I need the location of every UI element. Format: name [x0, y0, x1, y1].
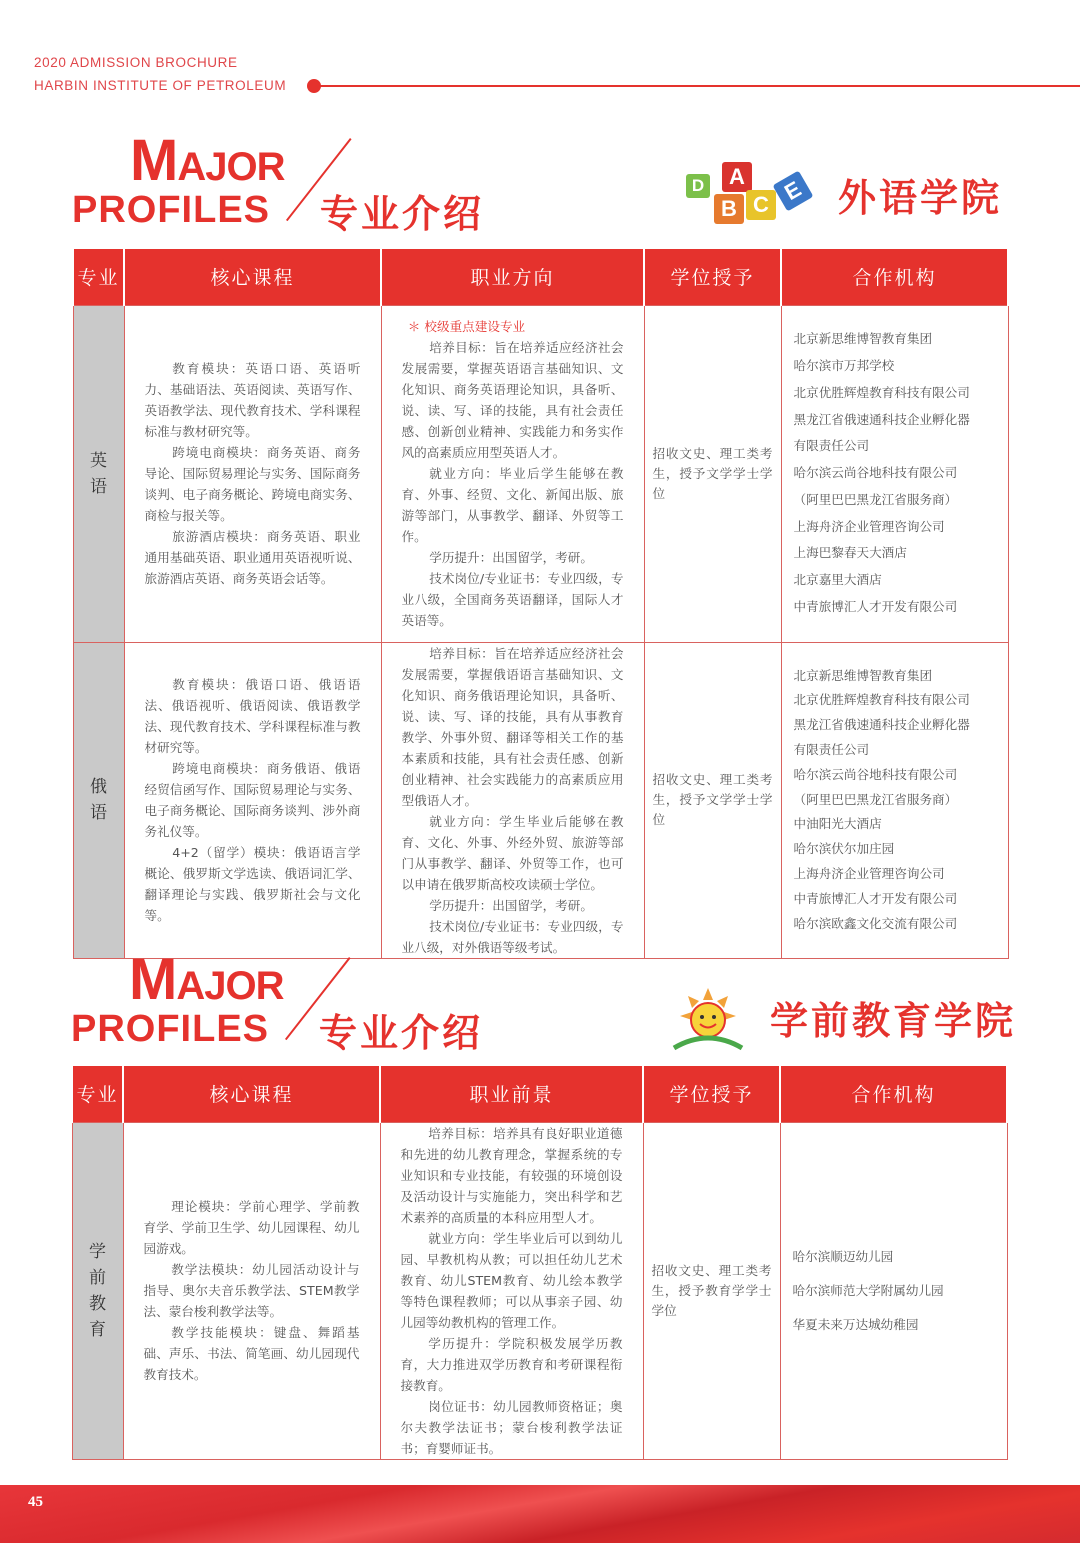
degree-cell: 招收文史、理工类考生，授予教育学学士学位 — [643, 1122, 780, 1459]
block-letter: E — [773, 171, 814, 212]
column-header: 学位授予 — [643, 1066, 780, 1122]
career-paragraph: 学历提升：出国留学，考研。 — [429, 550, 593, 565]
title-profiles: PROFILES — [71, 1008, 270, 1050]
major-name-cell — [73, 642, 124, 958]
column-header: 职业方向 — [381, 249, 644, 305]
partner-item: 北京新思维博智教育集团 — [793, 667, 933, 683]
course-module: 教学技能模块：键盘、舞蹈基础、声乐、书法、简笔画、幼儿园现代教育技术。 — [143, 1325, 360, 1382]
partners-cell — [781, 642, 1008, 958]
title-major-initial: M — [130, 128, 178, 193]
college-heading-preschool — [670, 988, 1016, 1054]
column-header: 专业 — [73, 249, 124, 305]
career-paragraph: 技术岗位/专业证书：专业四级，专业八级，全国商务英语翻译，国际人才英语等。 — [401, 571, 624, 628]
partner-item: 有限责任公司 — [793, 742, 870, 757]
core-courses-cell — [123, 1122, 380, 1459]
partner-item: 哈尔滨顺迈幼儿园 — [792, 1248, 894, 1264]
career-paragraph: 学历提升：学院积极发展学历教育，大力推进双学历教育和考研课程衔接教育。 — [400, 1335, 623, 1393]
partner-item: （阿里巴巴黑龙江省服务商） — [793, 791, 958, 807]
partner-item: 北京优胜辉煌教育科技有限公司 — [793, 692, 970, 708]
degree-cell: 招收文史、理工类考生，授予文学学士学位 — [644, 305, 781, 642]
page-number: 45 — [28, 1494, 43, 1510]
column-header: 专业 — [72, 1066, 123, 1122]
career-paragraph: 学历提升：出国留学，考研。 — [429, 897, 593, 913]
column-header: 核心课程 — [124, 249, 381, 305]
course-module: 教育模块：俄语口语、俄语语法、俄语视听、俄语阅读、俄语教学法、现代教育技术、学科课程标准与教材研究等。 — [144, 677, 361, 755]
career-paragraph: 培养目标：旨在培养适应经济社会发展需要，掌握俄语语言基础知识、文化知识、商务俄语理论知识，具备听、说、读、写、译的技能，具有从事教育教学、外事外贸、翻译等相关工作的基本素质和技能，具有社会责任感、创新创业精神、社会实践能力的高素质应用型俄语人才。 — [401, 645, 624, 808]
partner-item: 哈尔滨市万邦学校 — [793, 357, 895, 373]
college-name: 外语学院 — [838, 176, 1003, 220]
major-profiles-title — [72, 128, 512, 236]
table-row — [73, 642, 1008, 958]
brochure-title: 2020 ADMISSION BROCHURE — [34, 55, 238, 70]
title-major-rest: AJOR — [177, 145, 285, 189]
column-header: 合作机构 — [781, 249, 1008, 305]
major-profiles-title-2 — [71, 947, 511, 1055]
column-header: 核心课程 — [123, 1066, 380, 1122]
course-module: 跨境电商模块：商务英语、商务导论、国际贸易理论与实务、国际商务谈判、电子商务概论、跨境电商实务、商检与报关等。 — [144, 445, 361, 523]
partner-item: 上海舟济企业管理咨询公司 — [793, 865, 945, 881]
course-module: 4+2（留学）模块：俄语语言学概论、俄罗斯文学选读、俄语词汇学、翻译理论与实践、俄罗斯社会与文化等。 — [144, 845, 361, 923]
title-major-initial: M — [129, 947, 177, 1012]
partner-item: 黑龙江省俄速通科技企业孵化器 — [793, 717, 970, 733]
major-table-preschool — [71, 1066, 1008, 1460]
partner-item: 华夏未来万达城幼稚园 — [792, 1316, 919, 1332]
table-row — [73, 305, 1008, 642]
block-letter: B — [714, 194, 744, 224]
title-profiles: PROFILES — [72, 189, 271, 231]
course-module: 跨境电商模块：商务俄语、俄语经贸信函写作、国际贸易理论与实务、电子商务概论、国际商务谈判、涉外商务礼仪等。 — [144, 761, 361, 839]
college-name: 学前教育学院 — [770, 999, 1017, 1043]
column-header: 学位授予 — [644, 249, 781, 305]
partner-item: 哈尔滨云尚谷地科技有限公司 — [793, 465, 958, 481]
core-courses-cell — [124, 642, 381, 958]
partner-item: （阿里巴巴黑龙江省服务商） — [793, 491, 958, 507]
course-module: 理论模块：学前心理学、学前教育学、学前卫生学、幼儿园课程、幼儿园游戏。 — [143, 1199, 360, 1256]
header-rule — [318, 85, 1080, 87]
footer-band — [0, 1485, 1080, 1543]
course-module: 旅游酒店模块：商务英语、职业通用基础英语、职业通用英语视听说、旅游酒店英语、商务英语会话等。 — [144, 529, 361, 586]
career-cell — [380, 1122, 643, 1459]
partner-item: 中青旅博汇人才开发有限公司 — [793, 599, 958, 615]
block-letter: A — [722, 162, 752, 192]
partner-item: 中油阳光大酒店 — [793, 816, 882, 832]
partner-item: 北京新思维博智教育集团 — [793, 331, 933, 347]
major-table-foreign-languages — [72, 249, 1009, 959]
career-paragraph: 就业方向：学生毕业后可以到幼儿园、早教机构从教；可以担任幼儿艺术教育、幼儿STEM教育、幼儿绘本教学等特色课程教师；可以从事亲子园、幼儿园等幼教机构的管理工作。 — [400, 1230, 623, 1330]
title-cn: 专业介绍 — [320, 192, 485, 236]
partner-item: 上海舟济企业管理咨询公司 — [793, 518, 945, 534]
partner-item: 有限责任公司 — [793, 438, 870, 454]
table-header-row — [72, 1066, 1007, 1122]
partner-item: 中青旅博汇人才开发有限公司 — [793, 890, 958, 906]
career-cell — [381, 642, 644, 958]
partners-cell — [781, 305, 1008, 642]
title-major-rest: AJOR — [176, 964, 284, 1008]
career-cell — [381, 305, 644, 642]
career-paragraph: 技术岗位/专业证书：专业四级，专业八级，对外俄语等级考试。 — [401, 918, 624, 955]
major-name: 俄语 — [90, 777, 107, 823]
institute-name: HARBIN INSTITUTE OF PETROLEUM — [34, 78, 287, 93]
major-name-cell — [73, 305, 124, 642]
core-courses-cell — [124, 305, 381, 642]
column-header: 职业前景 — [380, 1066, 643, 1122]
column-header: 合作机构 — [780, 1066, 1007, 1122]
career-paragraph: 岗位证书：幼儿园教师资格证；奥尔夫教学法证书；蒙台梭利教学法证书；育婴师证书。 — [400, 1398, 623, 1456]
major-name: 学前教育 — [89, 1241, 106, 1340]
course-module: 教学法模块：幼儿园活动设计与指导、奥尔夫音乐教学法、STEM教学法、蒙台梭利教学法等。 — [143, 1262, 360, 1319]
title-cn: 专业介绍 — [319, 1011, 484, 1055]
partner-item: 哈尔滨伏尔加庄园 — [793, 841, 895, 857]
career-paragraph: 培养目标：培养具有良好职业道德和先进的幼儿教育理念，掌握系统的专业知识和专业技能，有较强的环境创设及活动设计与实施能力，突出科学和艺术素养的高质量的本科应用型人才。 — [400, 1125, 623, 1225]
career-paragraph: 培养目标：旨在培养适应经济社会发展需要，掌握英语语言基础知识、文化知识、商务英语理论知识，具备听、说、读、写、译的技能，具有社会责任感、创新创业精神、实践能力和务实作风的高素质应用型英语人才。 — [401, 340, 624, 460]
partner-item: 北京嘉里大酒店 — [793, 572, 882, 588]
college-heading-foreign-languages — [684, 164, 1003, 228]
course-module: 教育模块：英语口语、英语听力、基础语法、英语阅读、英语写作、英语教学法、现代教育技术、学科课程标准与教材研究等。 — [144, 361, 361, 439]
key-major-badge: ＊ 校级重点建设专业 — [407, 319, 526, 334]
block-letter: C — [746, 190, 776, 220]
abc-blocks-icon — [684, 164, 814, 228]
partner-item: 北京优胜辉煌教育科技有限公司 — [793, 384, 970, 400]
career-paragraph: 就业方向：学生毕业后能够在教育、文化、外事、外经外贸、旅游等部门从事教学、翻译、外贸等工作，也可以申请在俄罗斯高校攻读硕士学位。 — [401, 813, 624, 892]
table-row — [72, 1122, 1007, 1459]
partner-item: 哈尔滨师范大学附属幼儿园 — [792, 1282, 944, 1298]
partner-item: 哈尔滨欧鑫文化交流有限公司 — [793, 915, 958, 931]
smiling-sun-icon — [670, 988, 746, 1054]
major-name-cell — [72, 1122, 123, 1459]
major-name: 英语 — [90, 450, 107, 497]
table-header-row — [73, 249, 1008, 305]
career-paragraph: 就业方向：毕业后学生能够在教育、外事、经贸、文化、新闻出版、旅游等部门，从事教学、翻译、外贸等工作。 — [401, 466, 624, 544]
block-letter: D — [686, 174, 710, 198]
degree-cell: 招收文史、理工类考生，授予文学学士学位 — [644, 642, 781, 958]
partner-item: 哈尔滨云尚谷地科技有限公司 — [793, 766, 958, 782]
partners-cell — [780, 1122, 1007, 1459]
partner-item: 上海巴黎春天大酒店 — [793, 545, 907, 561]
partner-item: 黑龙江省俄速通科技企业孵化器 — [793, 411, 970, 427]
